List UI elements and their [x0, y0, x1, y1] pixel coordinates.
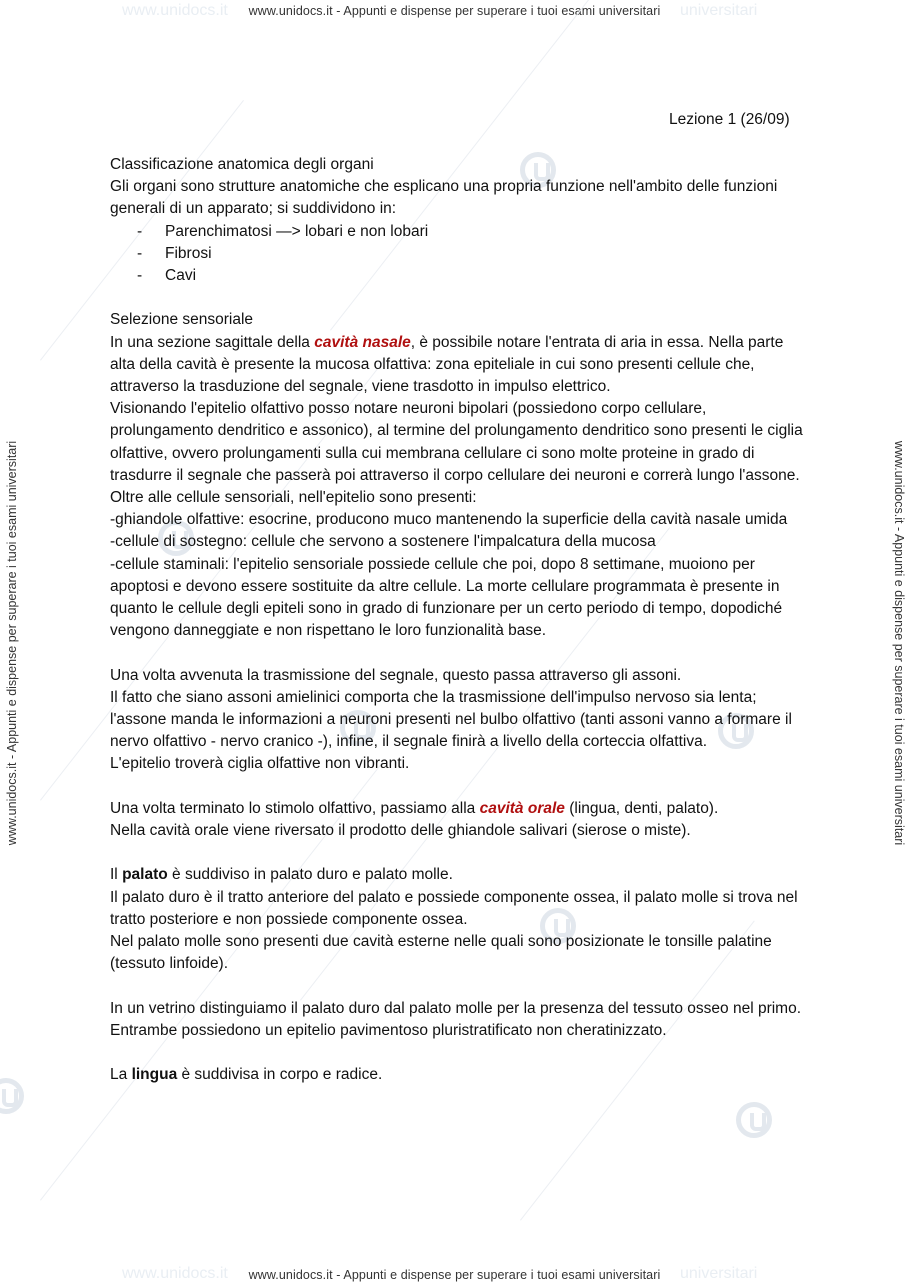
watermark-banner-right: www.unidocs.it - Appunti e dispense per superare i tuoi esami universitari — [892, 440, 906, 846]
watermark-banner-top: www.unidocs.it - Appunti e dispense per superare i tuoi esami universitari — [248, 4, 661, 18]
lesson-header: Lezione 1 (26/09) — [669, 111, 790, 128]
paragraph: Nel palato molle sono presenti due cavità esterne nelle quali sono posizionate le tonsille palatine (tessuto linfoide). — [110, 933, 772, 973]
paragraph: Visionando l'epitelio olfattivo posso notare neuroni bipolari (possiedono corpo cellulare, prolungamento dendritico e assonico), al termine del prolungamento dendritico sono presenti le ciglia olfattive, ovvero prolungamenti sulla cui membrana cellulare ci sono molte proteine in grado di trasdurre il segnale che passerà poi attraverso il corpo cellulare dei neuroni e correrà lungo l'assone. — [110, 400, 803, 484]
watermark-faint-bottom-left: www.unidocs.it — [122, 1265, 228, 1282]
section-title: Classificazione anatomica degli organi — [110, 156, 374, 173]
paragraph: -cellule staminali: l'epitelio sensoriale possiede cellule che poi, dopo 8 settimane, muoiono per apoptosi e devono essere sostituite da altre cellule. La morte cellulare programmata è presente in quanto le cellule degli epiteli sono in grado di funzionare per un certo periodo di tempo, dopodiché vengono danneggiate e non rispettano le loro funzionalità base. — [110, 555, 783, 640]
paragraph: In un vetrino distinguiamo il palato duro dal palato molle per la presenza del tessuto osseo nel primo. — [110, 999, 802, 1017]
paragraph: Una volta avvenuta la trasmissione del segnale, questo passa attraverso gli assoni. — [110, 666, 682, 684]
paragraph: Nella cavità orale viene riversato il prodotto delle ghiandole salivari (sierose o miste). — [110, 822, 691, 840]
paragraph: Il fatto che siano assoni amielinici comporta che la trasmissione dell'impulso nervoso sia lenta; l'assone manda le informazioni a neuroni presenti nel bulbo olfattivo (tanti assoni vanno a formare il nervo olfattivo - nervo cranico -), infine, il segnale finirà a livello della corteccia olfattiva. — [110, 688, 792, 751]
paragraph: L'epitelio troverà ciglia olfattive non vibranti. — [110, 755, 410, 773]
watermark-banner-left: www.unidocs.it - Appunti e dispense per superare i tuoi esami universitari — [5, 440, 19, 846]
paragraph: Il palato è suddiviso in palato duro e palato molle. — [110, 866, 453, 884]
section-title: Selezione sensoriale — [110, 311, 254, 329]
watermark-faint-top-left: www.unidocs.it — [122, 2, 228, 19]
watermark-logo-icon — [736, 1102, 772, 1138]
paragraph: -cellule di sostegno: cellule che servono a sostenere l'impalcatura della mucosa — [110, 533, 656, 551]
paragraph: In una sezione sagittale della cavità nasale, è possibile notare l'entrata di aria in essa. Nella parte alta della cavità è presente la mucosa olfattiva: zona epiteliale in cui sono presenti cellule che, attraverso la trasduzione del segnale, viene trasdotto in impulso elettrico. — [110, 333, 784, 396]
watermark-banner-bottom: www.unidocs.it - Appunti e dispense per superare i tuoi esami universitari — [248, 1268, 661, 1282]
emphasis-term: cavità nasale — [314, 333, 411, 351]
list-item: - Cavi — [137, 267, 197, 285]
document-body — [110, 154, 810, 1086]
paragraph: Gli organi sono strutture anatomiche che esplicano una propria funzione nell'ambito delle funzioni generali di un apparato; si suddividono in: — [110, 178, 778, 218]
paragraph: Entrambe possiedono un epitelio pavimentoso pluristratificato non cheratinizzato. — [110, 1021, 667, 1039]
bold-term: palato — [122, 866, 168, 884]
paragraph: -ghiandole olfattive: esocrine, producono muco mantenendo la superficie della cavità nasale umida — [110, 511, 788, 529]
watermark-faint-bottom-right: universitari — [680, 1265, 758, 1282]
paragraph: Oltre alle cellule sensoriali, nell'epitelio sono presenti: — [110, 489, 477, 507]
paragraph: Il palato duro è il tratto anteriore del palato e possiede componente ossea, il palato molle si trova nel tratto posteriore e non possiede componente ossea. — [110, 888, 798, 928]
watermark-logo-icon — [0, 1078, 24, 1114]
paragraph: Una volta terminato lo stimolo olfattivo, passiamo alla cavità orale (lingua, denti, palato). — [110, 799, 719, 817]
paragraph: La lingua è suddivisa in corpo e radice. — [110, 1066, 383, 1084]
list-item: - Parenchimatosi —> lobari e non lobari — [137, 222, 429, 240]
bold-term: lingua — [131, 1066, 178, 1084]
watermark-faint-top-right: universitari — [680, 2, 758, 19]
emphasis-term: cavità orale — [479, 799, 565, 817]
list-item: - Fibrosi — [137, 244, 212, 262]
